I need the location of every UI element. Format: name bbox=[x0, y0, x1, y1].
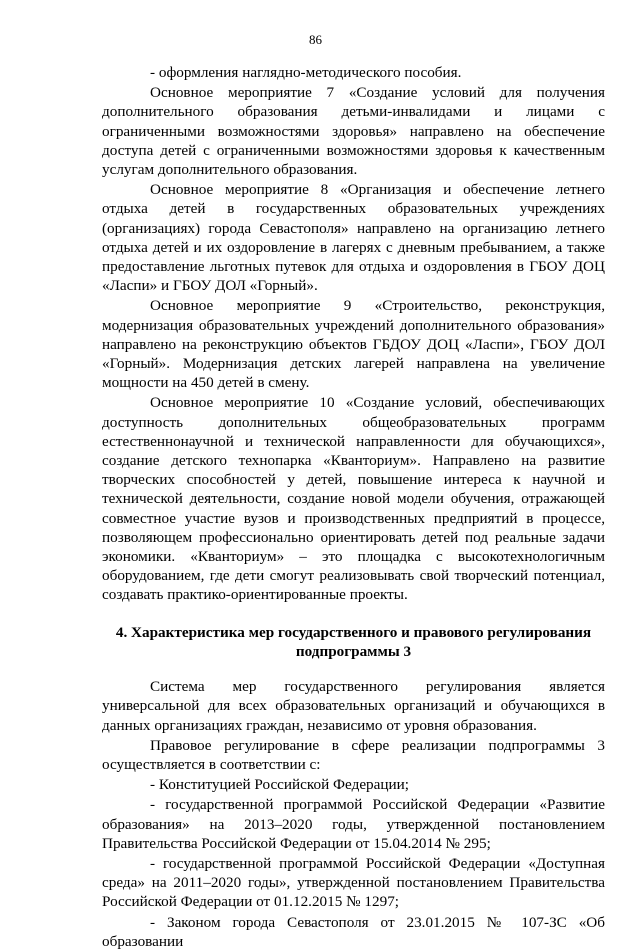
page-content bbox=[102, 63, 605, 951]
list-item-accessible-environment: - государственной программой Российской Федерации «Доступная среда» на 2011–2020 годы», утвержденной постановлением Правительства Российской Федерации от 01.12.2015 № 1297; bbox=[102, 854, 605, 911]
paragraph-activity-7: Основное мероприятие 7 «Создание условий для получения дополнительного образования детьми-инвалидами и лицами с ограниченными возможностями здоровья» направлено на обеспечение доступа детей с ограниченными возможностями здоровья к качественным услугам дополнительного образования. bbox=[102, 84, 605, 179]
list-item-education-program: - государственной программой Российской Федерации «Развитие образования» на 2013–2020 годы, утвержденной постановлением Правительства Российской Федерации от 15.04.2014 № 295; bbox=[102, 796, 605, 852]
section-heading-line-2: подпрограммы 3 bbox=[295, 642, 412, 660]
paragraph-activity-9: Основное мероприятие 9 «Строительство, реконструкция, модернизация образовательных учреждений дополнительного образования» направлено на реконструкцию объектов ГБДОУ ДОЦ «Ласпи», ГБОУ ДОЛ «Горный». Модернизация детских лагерей направлена на увеличение мощности на 450 детей в смену. bbox=[102, 297, 605, 392]
paragraph-activity-8: Основное мероприятие 8 «Организация и обеспечение летнего отдыха детей в государственных образовательных учреждениях (организациях) города Севастополя» направлено на организацию летнего отдыха детей и их оздоровление в лагерях с дневным пребыванием, а также предоставление льготных путевок для отдыха и оздоровления в ГБОУ ДОЦ «Ласпи» и ГБОУ ДОЛ «Горный». bbox=[102, 181, 605, 295]
list-item-sevastopol-law: - Законом города Севастополя от 23.01.2015 № 107-ЗС «Об образовании bbox=[102, 913, 605, 950]
paragraph-activity-10: Основное мероприятие 10 «Создание условий, обеспечивающих доступность дополнительных общеобразовательных программ естественнонаучной и технической направленности для обучающихся», создание детского технопарка «Кванториум». Направлено на развитие творческих способностей у детей, повышение интереса к научной и технической деятельности, создание новой модели обучения, отражающей совместное участие вузов и производственных предприятий в процессе, позволяющем профессионально ориентировать детей под реальные задачи экономики. «Кванториум» – это площадка с высокотехнологичным оборудованием, где дети смогут реализовывать свой творческий потенциал, создавать практико-ориентированные проекты. bbox=[102, 394, 605, 604]
page-number: 86 bbox=[309, 32, 322, 47]
section-heading bbox=[102, 623, 605, 661]
paragraph-legal-regulation: Правовое регулирование в сфере реализации подпрограммы 3 осуществляется в соответствии с: bbox=[102, 736, 605, 773]
section-heading-line-1: 4. Характеристика мер государственного и правового регулирования bbox=[115, 623, 592, 641]
list-item-constitution: - Конституцией Российской Федерации; bbox=[150, 776, 409, 794]
paragraph-methodical-aid: - оформления наглядно-методического пособия. bbox=[150, 64, 462, 81]
paragraph-regulation-system: Система мер государственного регулирования является универсальной для всех образовательных организаций и обучающихся в данных организациях граждан, независимо от уровня образования. bbox=[102, 678, 605, 734]
